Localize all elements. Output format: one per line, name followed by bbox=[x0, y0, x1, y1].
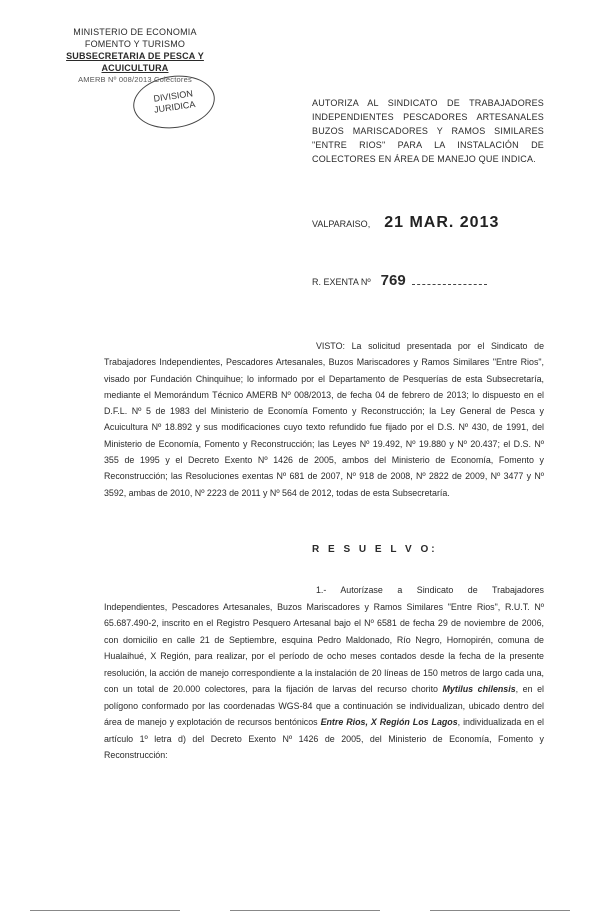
ministry-subtitle: FOMENTO Y TURISMO bbox=[84, 39, 186, 49]
species-name: Mytilus chilensis bbox=[442, 684, 516, 694]
resolution-subject: AUTORIZA AL SINDICATO DE TRABAJADORES INDEPENDIENTES PESCADORES ARTESANALES BUZOS MARISCADORES Y RAMOS SIMILARES "ENTRE RIOS" PARA LA INSTALACIÓN DE COLECTORES EN ÁREA DE MANEJO QUE INDICA. bbox=[312, 98, 544, 164]
resuelvo-heading: R E S U E L V O: bbox=[312, 544, 438, 555]
memo-reference: AMERB Nº 008/2013 Colectores bbox=[78, 75, 192, 84]
footer-rule-left bbox=[30, 910, 180, 911]
visto-text: VISTO: La solicitud presentada por el Sindicato de Trabajadores Independientes, Pescadores Artesanales, Buzos Mariscadores y Ramos Similares "Entre Rios", visado por Fundación Chinquihue; lo informado por el Departamento de Pesquerías de esta Subsecretaría, mediante el Memorándum Técnico AMERB Nº 008/2013, de fecha 04 de febrero de 2013; lo dispuesto en el D.F.L. Nº 5 de 1983 del Ministerio de Economía Fomento y Reconstrucción; la Ley General de Pesca y Acuicultura Nº 18.892 y sus modificaciones cuyo texto refundido fue fijado por el D.S. Nº 430, de 1991, del Ministerio de Economía, Fomento y Reconstrucción; las Leyes Nº 19.492, Nº 19.880 y Nº 20.437; el D.S. Nº 355 de 1995 y el Decreto Exento Nº 1426 de 2005, ambos del Ministerio de Economía, Fomento y Reconstrucción; las Resoluciones exentas Nº 681 de 2007, Nº 918 de 2008, Nº 2822 de 2009, Nº 3477 y Nº 3592, ambas de 2010, Nº 2223 de 2011 y Nº 564 de 2012, todas de esta Subsecretaría. bbox=[104, 341, 544, 498]
exenta-blank-line bbox=[412, 284, 487, 285]
article-text-part-2: , en el polígono conformado por las coordenadas WGS-84 que a continuación se individualizan, ubicado dentro del área de manejo y explotación de recursos bentónicos bbox=[104, 684, 544, 727]
exenta-label: R. EXENTA Nº bbox=[312, 277, 371, 287]
article-text-part-3: , individualizada en el artículo 1º letra d) del Decreto Exento Nº 1426 de 2005, del Ministerio de Economía, Fomento y Reconstrucción: bbox=[104, 717, 544, 760]
stamp-line-2: JURIDICA bbox=[153, 99, 196, 115]
visto-paragraph bbox=[104, 338, 544, 501]
exenta-number: 769 bbox=[380, 272, 406, 289]
footer-rule-middle bbox=[230, 910, 380, 911]
exenta-line bbox=[312, 272, 552, 289]
footer-rule-right bbox=[430, 910, 570, 911]
area-name: Entre Rios, X Región Los Lagos bbox=[320, 717, 458, 727]
article-text-part-1: 1.- Autorízase a Sindicato de Trabajadores Independientes, Pescadores Artesanales, Buzos Mariscadores y Ramos Similares "Entre Rios", R.U.T. Nº 65.687.490-2, inscrito en el Registro Pesquero Artesanal bajo el Nº 6581 de fecha 29 de noviembre de 2006, con domicilio en calle 21 de Septiembre, esquina Pedro Maldonado, Río Negro, Hornopirén, comuna de Hualaihué, X Región, para realizar, por el período de ocho meses contados desde la fecha de la presente resolución, la acción de manejo correspondiente a la instalación de 20 líneas de 150 metros de largo cada una, con un total de 20.000 colectores, para la fijación de larvas del recurso chorito bbox=[104, 585, 544, 694]
subsecretaria-name: SUBSECRETARIA DE PESCA Y ACUICULTURA bbox=[66, 51, 204, 73]
ministry-name: MINISTERIO DE ECONOMIA bbox=[73, 27, 197, 37]
date-stamp: 21 MAR. 2013 bbox=[384, 214, 500, 231]
city-label: VALPARAISO, bbox=[312, 219, 371, 229]
stamp-line-1: DIVISION bbox=[152, 88, 194, 104]
dateline bbox=[312, 214, 552, 232]
article-1-paragraph bbox=[104, 582, 544, 764]
